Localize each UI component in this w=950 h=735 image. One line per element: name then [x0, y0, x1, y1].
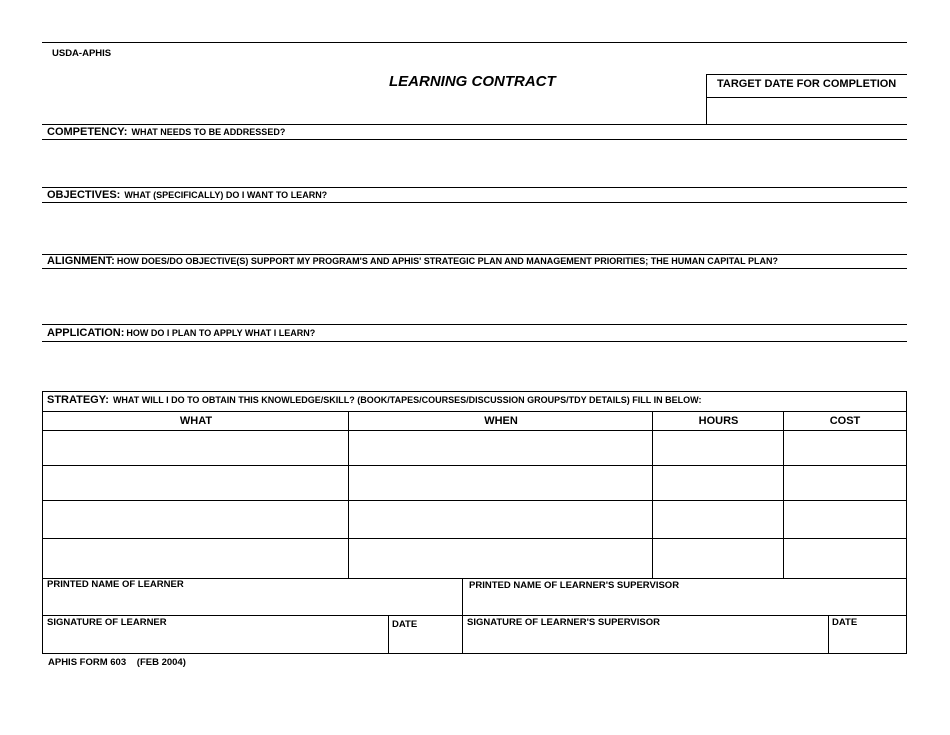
signature-supervisor-field[interactable] [465, 630, 825, 651]
application-bottom-rule [42, 341, 907, 342]
strategy-question: WHAT WILL I DO TO OBTAIN THIS KNOWLEDGE/SKILL? (BOOK/TAPES/COURSES/DISCUSSION GROUPS/TDY DETAILS) FILL IN BELOW: [112, 395, 702, 405]
strategy-row-3-cost[interactable] [786, 503, 904, 536]
competency-bottom-rule [42, 139, 907, 140]
objectives-label: OBJECTIVES: [47, 189, 121, 201]
objectives-top-rule [42, 187, 907, 188]
agency-label: USDA-APHIS [52, 48, 112, 59]
learner-date-divider [388, 615, 389, 653]
strategy-heading [47, 394, 701, 406]
target-date-label: TARGET DATE FOR COMPLETION [717, 78, 897, 90]
strategy-col-divider-2 [652, 411, 653, 579]
strategy-row-1-what[interactable] [45, 433, 346, 463]
printed-name-supervisor-field[interactable] [465, 594, 904, 613]
strategy-row-1-cost[interactable] [786, 433, 904, 463]
application-heading [47, 327, 315, 339]
competency-top-rule [42, 124, 907, 125]
application-label: APPLICATION: [47, 327, 125, 339]
strategy-header-bottom-rule [42, 430, 907, 431]
signature-mid-rule [42, 615, 907, 616]
strategy-row-3-when[interactable] [351, 503, 650, 536]
date-supervisor-label: DATE [832, 617, 858, 628]
strategy-row-2-what[interactable] [45, 468, 346, 498]
signature-learner-label: SIGNATURE OF LEARNER [47, 617, 167, 628]
signature-supervisor-label: SIGNATURE OF LEARNER'S SUPERVISOR [467, 617, 660, 628]
alignment-bottom-rule [42, 268, 907, 269]
supervisor-date-divider [828, 615, 829, 653]
alignment-question: HOW DOES/DO OBJECTIVE(S) SUPPORT MY PROGRAM'S AND APHIS' STRATEGIC PLAN AND MANAGEMENT PRIORITIES; THE HUMAN CAPITAL PLAN? [116, 256, 778, 266]
competency-question: WHAT NEEDS TO BE ADDRESSED? [131, 127, 286, 137]
strategy-row-rule-1 [42, 465, 907, 466]
column-header-when: WHEN [484, 415, 518, 427]
printed-name-supervisor-label: PRINTED NAME OF LEARNER'S SUPERVISOR [469, 580, 680, 591]
printed-name-learner-label: PRINTED NAME OF LEARNER [47, 579, 184, 590]
column-header-what: WHAT [179, 415, 213, 427]
strategy-row-4-cost[interactable] [786, 541, 904, 576]
strategy-row-2-when[interactable] [351, 468, 650, 498]
date-supervisor-field[interactable] [831, 630, 904, 651]
strategy-header-top-rule [42, 411, 907, 412]
alignment-label: ALIGNMENT: [47, 255, 115, 267]
alignment-field[interactable] [44, 271, 905, 322]
target-date-field[interactable] [708, 100, 905, 122]
strategy-row-4-when[interactable] [351, 541, 650, 576]
competency-label: COMPETENCY: [47, 126, 128, 138]
date-learner-label: DATE [392, 619, 418, 630]
application-field[interactable] [44, 344, 905, 388]
competency-field[interactable] [44, 142, 905, 185]
top-rule [42, 42, 907, 43]
column-header-hours: HOURS [698, 415, 739, 427]
strategy-row-4-what[interactable] [45, 541, 346, 576]
target-box-top [706, 74, 907, 75]
date-learner-field[interactable] [391, 632, 459, 651]
strategy-row-2-cost[interactable] [786, 468, 904, 498]
alignment-heading [47, 255, 778, 267]
strategy-row-1-when[interactable] [351, 433, 650, 463]
objectives-heading [47, 189, 327, 201]
application-top-rule [42, 324, 907, 325]
target-box-left [706, 74, 707, 124]
form-footer [48, 657, 186, 668]
strategy-col-divider-3 [783, 411, 784, 579]
strategy-row-4-hours[interactable] [655, 541, 781, 576]
strategy-row-rule-3 [42, 538, 907, 539]
objectives-question: WHAT (SPECIFICALLY) DO I WANT TO LEARN? [124, 190, 328, 200]
strategy-row-rule-2 [42, 500, 907, 501]
column-header-cost: COST [829, 415, 861, 427]
strategy-row-3-what[interactable] [45, 503, 346, 536]
strategy-label: STRATEGY: [47, 394, 109, 406]
form-id: APHIS FORM 603 [48, 657, 127, 668]
application-question: HOW DO I PLAN TO APPLY WHAT I LEARN? [126, 328, 316, 338]
strategy-row-3-hours[interactable] [655, 503, 781, 536]
target-box-mid [706, 97, 907, 98]
signature-learner-field[interactable] [45, 630, 385, 651]
form-edition: (FEB 2004) [136, 657, 186, 668]
objectives-field[interactable] [44, 205, 905, 251]
form-title: LEARNING CONTRACT [389, 73, 556, 90]
strategy-row-2-hours[interactable] [655, 468, 781, 498]
objectives-bottom-rule [42, 202, 907, 203]
competency-heading [47, 126, 285, 138]
printed-name-learner-field[interactable] [45, 592, 459, 613]
strategy-col-divider-1 [348, 411, 349, 579]
strategy-row-1-hours[interactable] [655, 433, 781, 463]
